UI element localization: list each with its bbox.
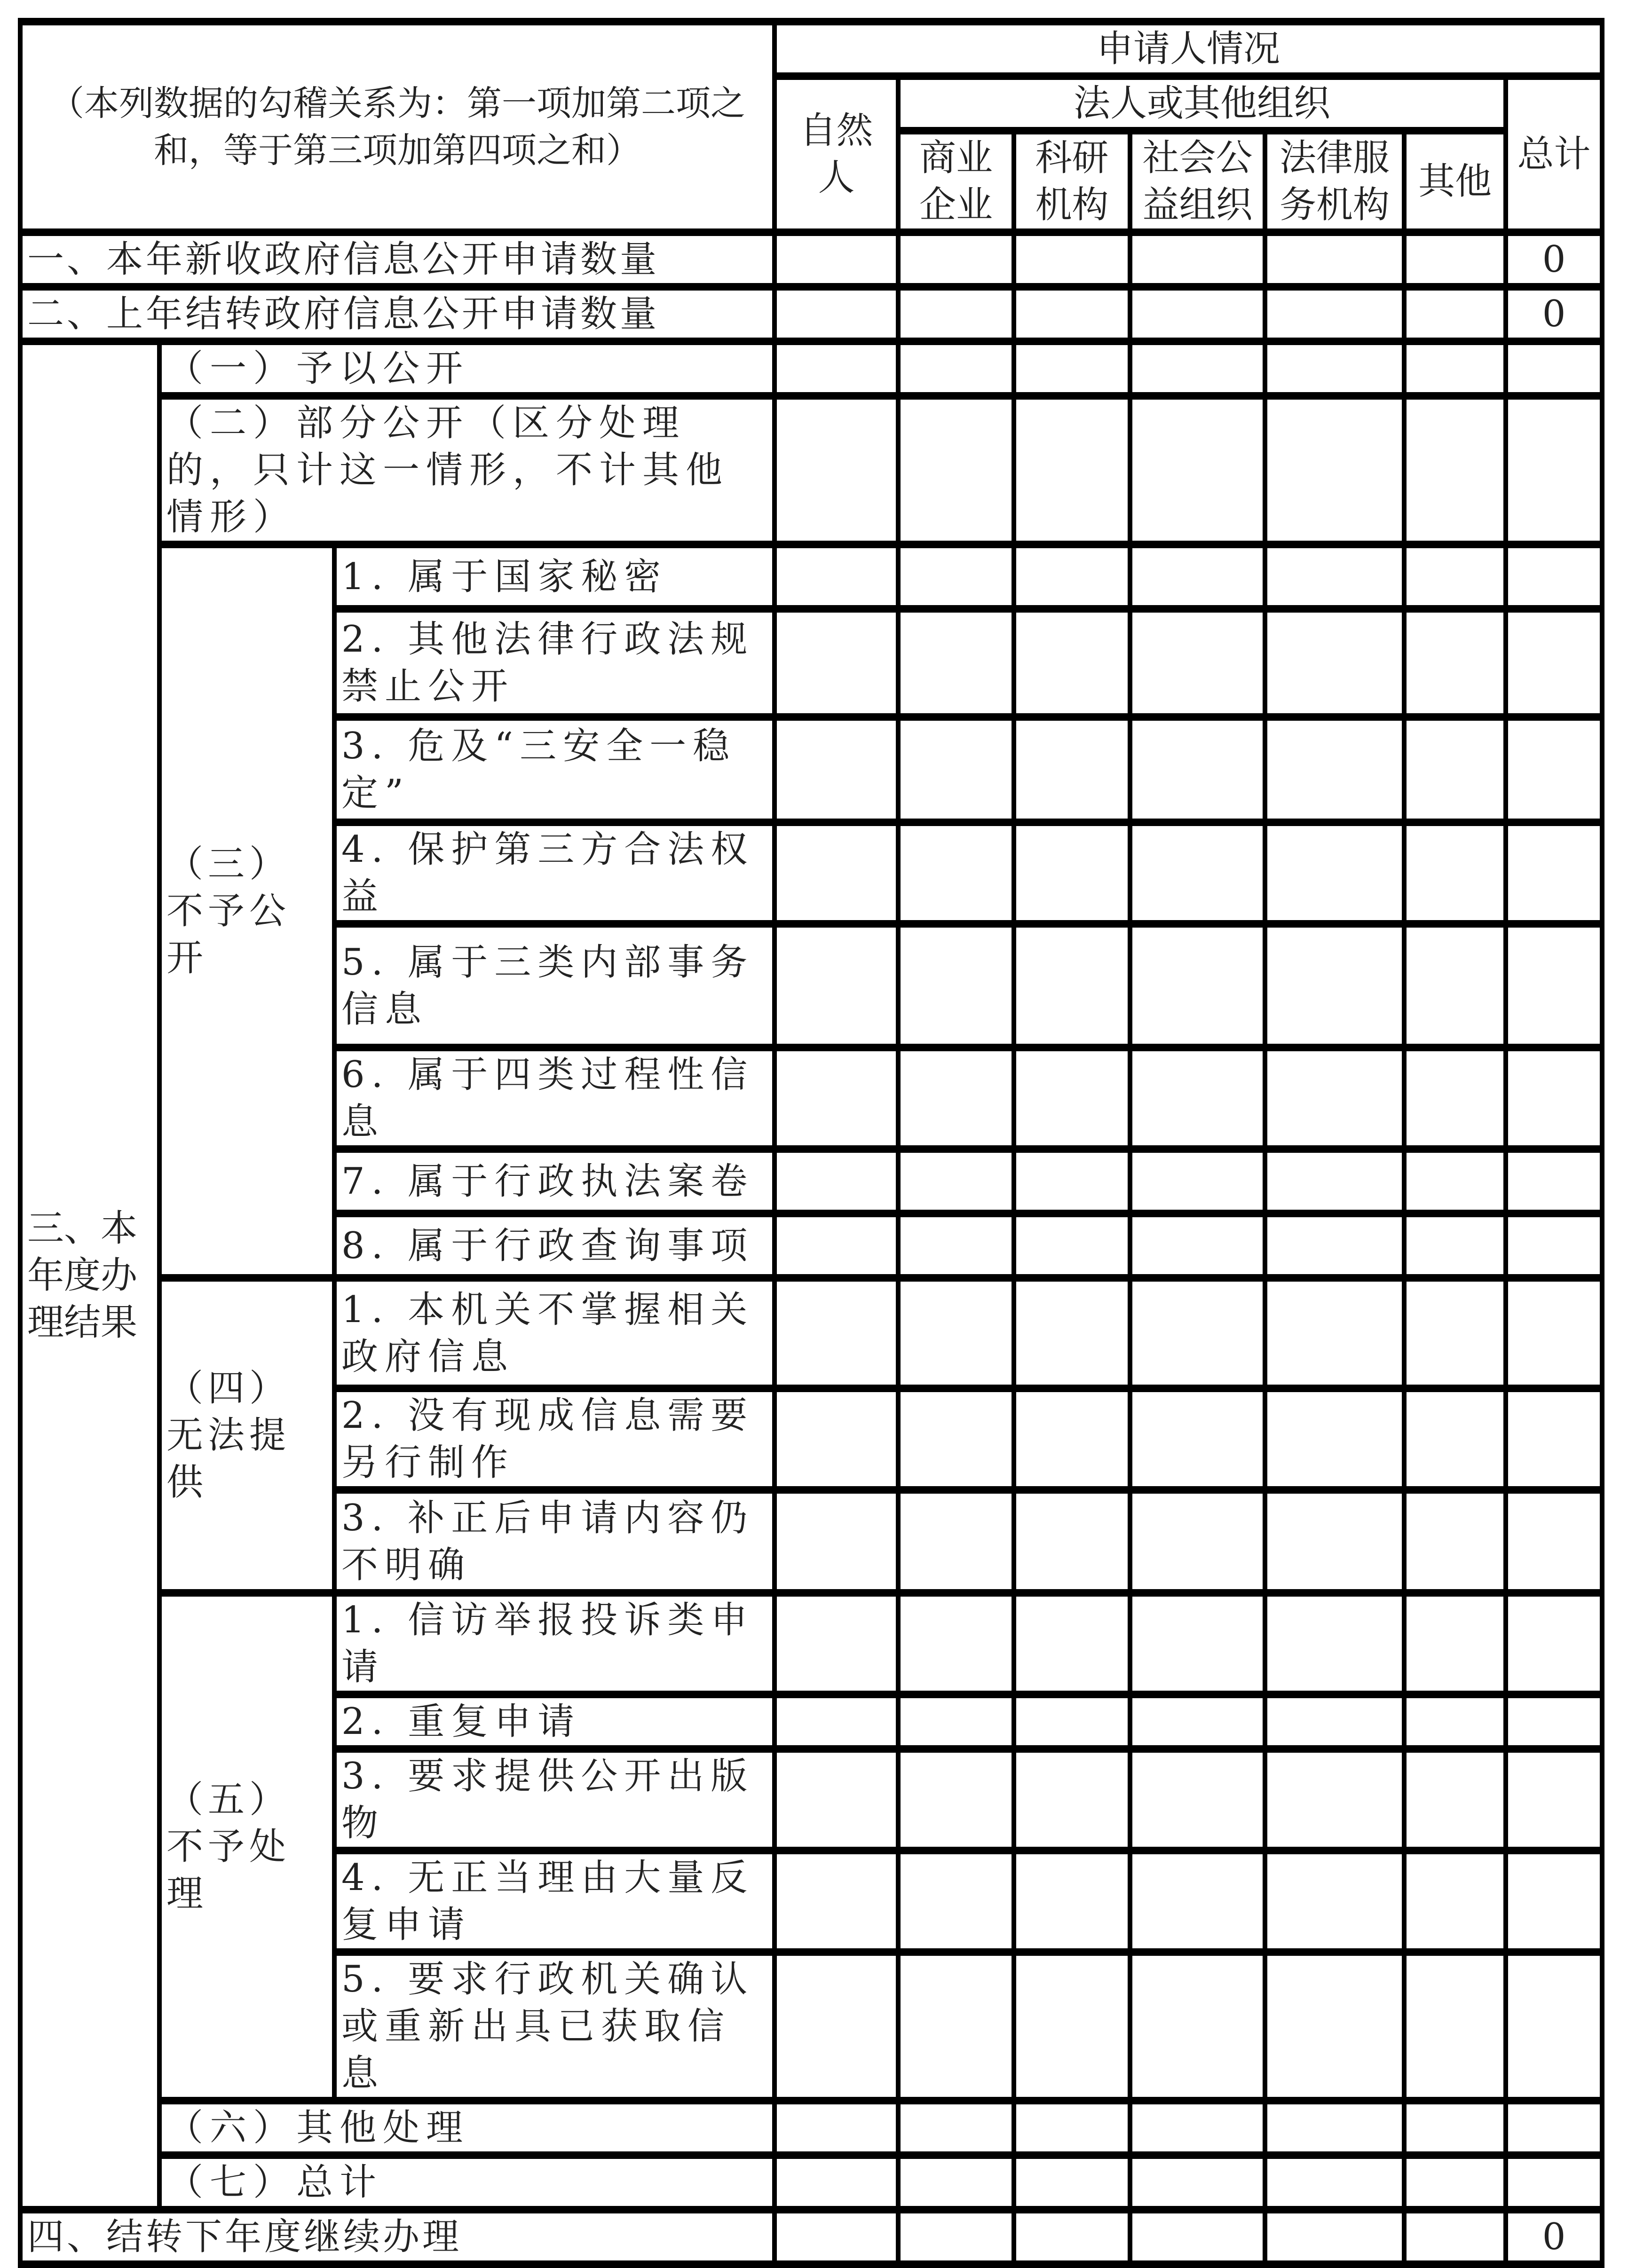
result-group-label: （四）无法提供	[159, 1278, 334, 1593]
value-cell	[1404, 1694, 1506, 1749]
table-row	[20, 544, 1602, 609]
value-cell	[1014, 609, 1130, 717]
value-cell	[774, 609, 898, 717]
value-cell	[1014, 232, 1130, 287]
value-cell	[774, 544, 898, 609]
value-cell	[1130, 1851, 1265, 1952]
value-cell	[1404, 717, 1506, 822]
value-cell	[1404, 2210, 1506, 2264]
col-public-welfare: 社会公益组织	[1130, 131, 1265, 232]
value-cell	[1265, 1388, 1404, 1490]
value-cell	[1265, 232, 1404, 287]
value-cell	[774, 1694, 898, 1749]
value-cell	[774, 1851, 898, 1952]
value-cell	[774, 1749, 898, 1851]
value-cell	[774, 1047, 898, 1149]
value-cell	[1265, 1694, 1404, 1749]
value-cell	[1265, 1952, 1404, 2101]
value-cell	[1014, 1851, 1130, 1952]
value-cell	[1014, 1593, 1130, 1694]
result-subitem-label: 3. 要求提供公开出版物	[334, 1749, 774, 1851]
table-row	[20, 1593, 1602, 1694]
value-cell	[774, 2101, 898, 2155]
table-row	[20, 396, 1602, 544]
value-cell	[1130, 1490, 1265, 1593]
table-row	[20, 1278, 1602, 1388]
value-cell	[1265, 1851, 1404, 1952]
col-business: 商业企业	[898, 131, 1014, 232]
value-cell	[1506, 1213, 1602, 1278]
value-cell	[1265, 1149, 1404, 1213]
value-cell	[898, 822, 1014, 924]
result-subitem-label: 7. 属于行政执法案卷	[334, 1149, 774, 1213]
government-info-disclosure-table	[18, 18, 1604, 2268]
value-cell	[1014, 1490, 1130, 1593]
result-subitem-label: 4. 无正当理由大量反复申请	[334, 1851, 774, 1952]
result-item-label: （二）部分公开（区分处理的，只计这一情形，不计其他情形）	[159, 396, 774, 544]
result-subitem-label: 4. 保护第三方合法权益	[334, 822, 774, 924]
value-cell	[1404, 287, 1506, 341]
value-cell	[898, 396, 1014, 544]
value-cell	[1265, 544, 1404, 609]
value-cell	[1265, 1278, 1404, 1388]
value-cell	[1130, 1149, 1265, 1213]
value-cell	[1506, 1278, 1602, 1388]
value-cell	[1404, 609, 1506, 717]
natural-person-header: 自然人	[774, 76, 898, 232]
value-cell	[1404, 2101, 1506, 2155]
value-cell	[1130, 609, 1265, 717]
value-cell	[1130, 341, 1265, 396]
value-cell	[1130, 717, 1265, 822]
value-cell	[1130, 1749, 1265, 1851]
value-cell	[774, 341, 898, 396]
col-other: 其他	[1404, 131, 1506, 232]
value-cell	[1014, 1278, 1130, 1388]
value-cell	[898, 2210, 1014, 2264]
value-cell	[1130, 1278, 1265, 1388]
section3-title: 三、本年度办理结果	[20, 341, 159, 2210]
value-cell	[1506, 822, 1602, 924]
value-cell	[898, 1047, 1014, 1149]
value-cell	[774, 2155, 898, 2210]
value-cell	[1130, 396, 1265, 544]
value-cell	[898, 1851, 1014, 1952]
value-cell	[1130, 544, 1265, 609]
value-cell	[1014, 1388, 1130, 1490]
applicant-header: 申请人情况	[774, 22, 1602, 76]
value-cell	[774, 822, 898, 924]
value-cell	[1265, 609, 1404, 717]
value-cell	[1506, 341, 1602, 396]
value-cell	[898, 2101, 1014, 2155]
value-cell	[898, 1952, 1014, 2101]
value-cell	[898, 609, 1014, 717]
value-cell	[1404, 232, 1506, 287]
table-row	[20, 2155, 1602, 2210]
table-row	[20, 232, 1602, 287]
result-subitem-label: 5. 属于三类内部事务信息	[334, 924, 774, 1047]
value-cell	[898, 1213, 1014, 1278]
value-cell	[1130, 2101, 1265, 2155]
value-cell	[1404, 924, 1506, 1047]
value-cell	[1506, 1593, 1602, 1694]
value-cell	[774, 396, 898, 544]
value-cell	[1014, 717, 1130, 822]
value-cell: 0	[1506, 232, 1602, 287]
result-subitem-label: 1. 本机关不掌握相关政府信息	[334, 1278, 774, 1388]
value-cell	[774, 1952, 898, 2101]
result-subitem-label: 6. 属于四类过程性信息	[334, 1047, 774, 1149]
value-cell	[774, 1213, 898, 1278]
value-cell	[1130, 1047, 1265, 1149]
result-subitem-label: 3. 危及“三安全一稳定”	[334, 717, 774, 822]
table-row	[20, 2210, 1602, 2264]
value-cell	[1404, 1851, 1506, 1952]
col-legal-service: 法律服务机构	[1265, 131, 1404, 232]
value-cell	[1404, 1490, 1506, 1593]
value-cell	[1506, 1694, 1602, 1749]
value-cell	[1014, 822, 1130, 924]
value-cell	[898, 717, 1014, 822]
result-subitem-label: 3. 补正后申请内容仍不明确	[334, 1490, 774, 1593]
value-cell	[774, 2210, 898, 2264]
result-subitem-label: 2. 其他法律行政法规禁止公开	[334, 609, 774, 717]
value-cell	[774, 717, 898, 822]
value-cell	[1506, 717, 1602, 822]
table-row	[20, 287, 1602, 341]
value-cell	[1404, 396, 1506, 544]
value-cell	[1506, 609, 1602, 717]
value-cell	[1404, 1278, 1506, 1388]
value-cell	[898, 2155, 1014, 2210]
value-cell	[1130, 1388, 1265, 1490]
value-cell	[1506, 1047, 1602, 1149]
value-cell	[898, 1388, 1014, 1490]
value-cell	[1014, 2210, 1130, 2264]
value-cell	[1130, 822, 1265, 924]
value-cell	[1265, 287, 1404, 341]
value-cell	[898, 287, 1014, 341]
value-cell	[1506, 924, 1602, 1047]
value-cell	[1404, 1213, 1506, 1278]
value-cell	[1014, 1694, 1130, 1749]
value-cell	[1130, 232, 1265, 287]
value-cell	[1404, 822, 1506, 924]
value-cell	[1130, 1952, 1265, 2101]
result-subitem-label: 1. 信访举报投诉类申请	[334, 1593, 774, 1694]
value-cell	[1130, 1213, 1265, 1278]
value-cell	[1404, 1047, 1506, 1149]
row-label-carry-forward: 四、结转下年度继续办理	[20, 2210, 774, 2264]
value-cell	[1265, 1490, 1404, 1593]
result-item-label: （七）总计	[159, 2155, 774, 2210]
value-cell	[1014, 1047, 1130, 1149]
table-row	[20, 2101, 1602, 2155]
result-group-label: （五）不予处理	[159, 1593, 334, 2101]
value-cell	[1404, 2155, 1506, 2210]
value-cell	[774, 1593, 898, 1694]
value-cell	[898, 1278, 1014, 1388]
result-subitem-label: 8. 属于行政查询事项	[334, 1213, 774, 1278]
value-cell	[1014, 287, 1130, 341]
value-cell	[774, 1388, 898, 1490]
value-cell	[1014, 1149, 1130, 1213]
total-header: 总计	[1506, 76, 1602, 232]
value-cell	[898, 924, 1014, 1047]
value-cell	[774, 1149, 898, 1213]
value-cell	[1014, 341, 1130, 396]
value-cell	[1404, 341, 1506, 396]
value-cell	[1506, 1490, 1602, 1593]
value-cell	[774, 232, 898, 287]
result-item-label: （六）其他处理	[159, 2101, 774, 2155]
value-cell	[898, 341, 1014, 396]
value-cell	[1404, 1149, 1506, 1213]
value-cell	[774, 924, 898, 1047]
value-cell	[1265, 822, 1404, 924]
value-cell	[1265, 2101, 1404, 2155]
value-cell	[898, 544, 1014, 609]
value-cell	[898, 1749, 1014, 1851]
value-cell	[1506, 1749, 1602, 1851]
value-cell	[774, 287, 898, 341]
value-cell	[1265, 1047, 1404, 1149]
value-cell	[898, 1490, 1014, 1593]
value-cell	[1014, 544, 1130, 609]
value-cell	[774, 1278, 898, 1388]
value-cell	[774, 1490, 898, 1593]
value-cell	[1130, 2210, 1265, 2264]
value-cell	[898, 232, 1014, 287]
value-cell	[1506, 1149, 1602, 1213]
value-cell: 0	[1506, 2210, 1602, 2264]
row-label-new-requests: 一、本年新收政府信息公开申请数量	[20, 232, 774, 287]
result-item-label: （一）予以公开	[159, 341, 774, 396]
value-cell	[1130, 287, 1265, 341]
result-subitem-label: 2. 没有现成信息需要另行制作	[334, 1388, 774, 1490]
value-cell	[1130, 2155, 1265, 2210]
value-cell	[1404, 1593, 1506, 1694]
value-cell	[1404, 1952, 1506, 2101]
value-cell	[1265, 1593, 1404, 1694]
result-subitem-label: 5. 要求行政机关确认或重新出具已获取信息	[334, 1952, 774, 2101]
value-cell	[1014, 1952, 1130, 2101]
value-cell	[1265, 924, 1404, 1047]
value-cell	[898, 1593, 1014, 1694]
value-cell	[1506, 2101, 1602, 2155]
value-cell	[1130, 1593, 1265, 1694]
value-cell	[1404, 544, 1506, 609]
value-cell	[1404, 1749, 1506, 1851]
legal-org-header: 法人或其他组织	[898, 76, 1506, 131]
value-cell	[1265, 2210, 1404, 2264]
value-cell	[1506, 2155, 1602, 2210]
value-cell	[1265, 341, 1404, 396]
value-cell: 0	[1506, 287, 1602, 341]
value-cell	[1014, 1749, 1130, 1851]
row-label-carried-over: 二、上年结转政府信息公开申请数量	[20, 287, 774, 341]
value-cell	[1130, 1694, 1265, 1749]
result-subitem-label: 1. 属于国家秘密	[334, 544, 774, 609]
result-subitem-label: 2. 重复申请	[334, 1694, 774, 1749]
value-cell	[1506, 1851, 1602, 1952]
value-cell	[898, 1694, 1014, 1749]
value-cell	[1014, 1213, 1130, 1278]
value-cell	[1265, 1749, 1404, 1851]
table-row	[20, 341, 1602, 396]
value-cell	[1506, 1388, 1602, 1490]
value-cell	[1014, 2155, 1130, 2210]
value-cell	[1014, 396, 1130, 544]
result-group-label: （三）不予公开	[159, 544, 334, 1278]
value-cell	[1265, 2155, 1404, 2210]
value-cell	[1130, 924, 1265, 1047]
value-cell	[1265, 717, 1404, 822]
value-cell	[1014, 924, 1130, 1047]
value-cell	[1506, 1952, 1602, 2101]
value-cell	[1404, 1388, 1506, 1490]
value-cell	[898, 1149, 1014, 1213]
col-research: 科研机构	[1014, 131, 1130, 232]
value-cell	[1506, 396, 1602, 544]
value-cell	[1265, 1213, 1404, 1278]
value-cell	[1014, 2101, 1130, 2155]
relation-note: （本列数据的勾稽关系为：第一项加第二项之和，等于第三项加第四项之和）	[20, 22, 774, 232]
value-cell	[1265, 396, 1404, 544]
value-cell	[1506, 544, 1602, 609]
